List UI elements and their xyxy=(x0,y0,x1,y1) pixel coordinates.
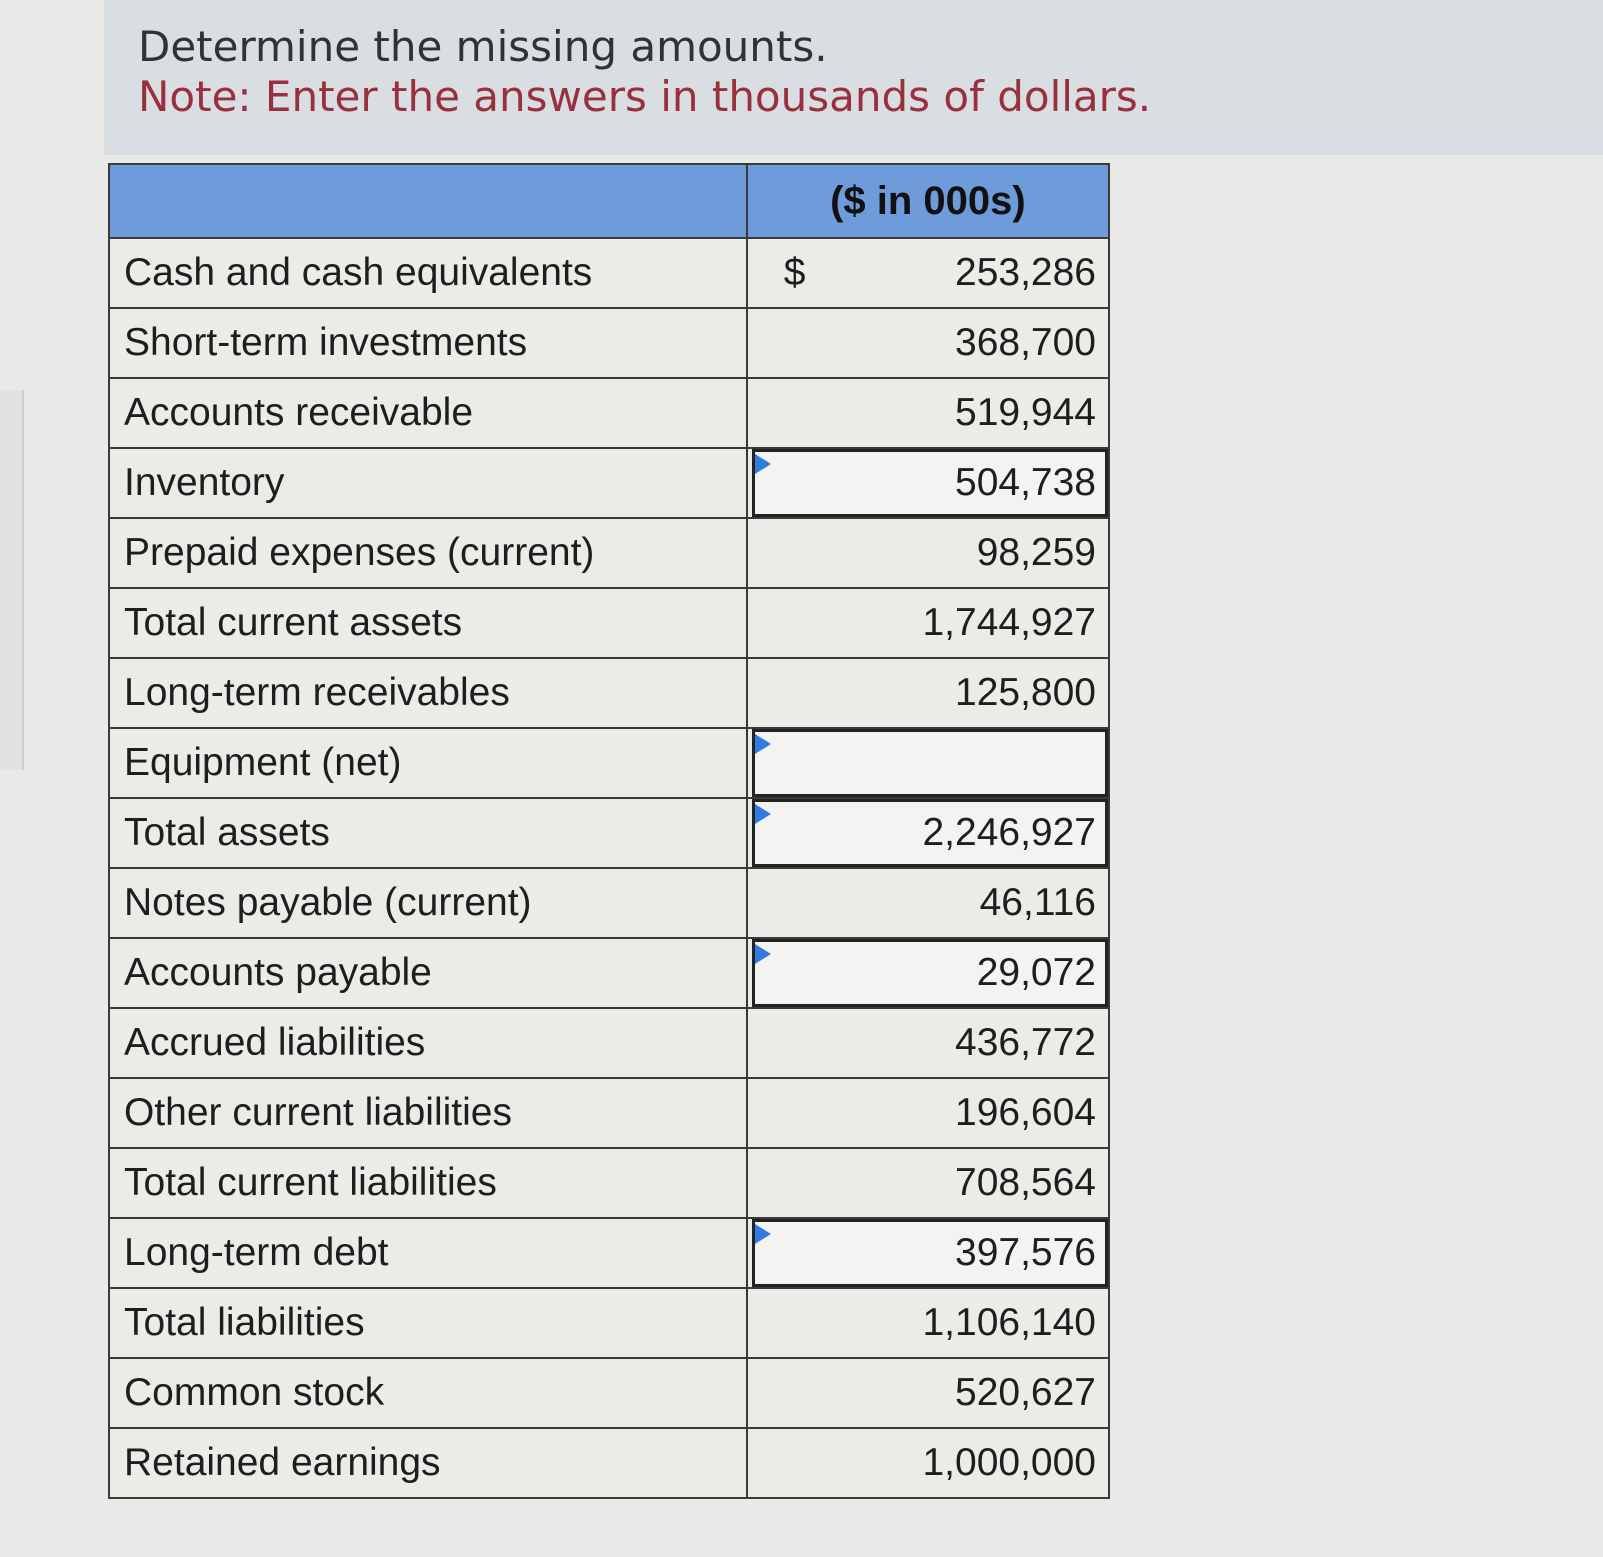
row-label: Cash and cash equivalents xyxy=(109,238,747,308)
amount-value: 708,564 xyxy=(955,1161,1096,1204)
table-row xyxy=(109,798,1109,868)
currency-symbol: $ xyxy=(783,251,806,294)
amount-value: 46,116 xyxy=(979,881,1096,924)
amount-value: 98,259 xyxy=(976,531,1096,574)
amount-value: 520,627 xyxy=(955,1371,1096,1414)
table-header-row xyxy=(109,164,1109,238)
amount-cell xyxy=(747,1288,1109,1358)
amount-cell xyxy=(747,588,1109,658)
amount-cell xyxy=(747,1008,1109,1078)
row-label: Accounts payable xyxy=(109,938,747,1008)
amount-input-cell[interactable] xyxy=(747,728,1109,798)
amount-cell xyxy=(747,868,1109,938)
table-body xyxy=(109,238,1109,1498)
amount-cell xyxy=(747,1078,1109,1148)
amount-value: 196,604 xyxy=(955,1091,1096,1134)
amount-input-cell[interactable] xyxy=(747,938,1109,1008)
balance-sheet-table xyxy=(108,163,1110,1499)
table-row xyxy=(109,238,1109,308)
table-row xyxy=(109,938,1109,1008)
amount-value: 125,800 xyxy=(955,671,1096,714)
amount-cell xyxy=(747,378,1109,448)
row-label: Long-term receivables xyxy=(109,658,747,728)
instruction-note: Note: Enter the answers in thousands of dollars. xyxy=(138,72,1152,121)
table-row xyxy=(109,1428,1109,1498)
table-row xyxy=(109,728,1109,798)
table-row xyxy=(109,378,1109,448)
row-label: Other current liabilities xyxy=(109,1078,747,1148)
row-label: Prepaid expenses (current) xyxy=(109,518,747,588)
amount-cell xyxy=(747,308,1109,378)
amount-cell xyxy=(747,518,1109,588)
input-flag-icon xyxy=(755,804,771,824)
table-row xyxy=(109,1288,1109,1358)
amount-input-cell[interactable] xyxy=(747,448,1109,518)
amount-cell xyxy=(747,1148,1109,1218)
row-label: Inventory xyxy=(109,448,747,518)
input-flag-icon xyxy=(755,454,771,474)
instruction-text: Determine the missing amounts. xyxy=(138,22,828,71)
table-row xyxy=(109,1078,1109,1148)
input-value[interactable]: 504,738 xyxy=(955,461,1096,504)
input-value[interactable]: 397,576 xyxy=(955,1231,1096,1274)
row-label: Short-term investments xyxy=(109,308,747,378)
input-value[interactable]: 29,072 xyxy=(976,951,1096,994)
row-label: Common stock xyxy=(109,1358,747,1428)
table-row xyxy=(109,308,1109,378)
input-flag-icon xyxy=(755,944,771,964)
amount-value: 368,700 xyxy=(955,321,1096,364)
amount-value: 519,944 xyxy=(955,391,1096,434)
row-label: Total current liabilities xyxy=(109,1148,747,1218)
input-flag-icon xyxy=(755,1224,771,1244)
answer-input-box[interactable] xyxy=(752,729,1108,797)
input-value[interactable]: 2,246,927 xyxy=(922,811,1096,854)
amount-value: 1,106,140 xyxy=(922,1301,1096,1344)
table-row xyxy=(109,518,1109,588)
row-label: Retained earnings xyxy=(109,1428,747,1498)
amount-value: 1,744,927 xyxy=(922,601,1096,644)
amount-input-cell[interactable] xyxy=(747,1218,1109,1288)
amount-cell xyxy=(747,1428,1109,1498)
table-row xyxy=(109,868,1109,938)
table-row xyxy=(109,658,1109,728)
instructions xyxy=(138,22,1151,122)
row-label: Total current assets xyxy=(109,588,747,658)
amount-cell xyxy=(747,238,1109,308)
table-row xyxy=(109,1358,1109,1428)
row-label: Accounts receivable xyxy=(109,378,747,448)
input-flag-icon xyxy=(755,734,771,754)
amount-input-cell[interactable] xyxy=(747,798,1109,868)
table-row xyxy=(109,448,1109,518)
table-row xyxy=(109,1008,1109,1078)
amount-value: 1,000,000 xyxy=(922,1441,1096,1484)
left-panel-edge xyxy=(0,390,24,770)
table-row xyxy=(109,1218,1109,1288)
row-label: Total assets xyxy=(109,798,747,868)
amount-cell xyxy=(747,658,1109,728)
row-label: Total liabilities xyxy=(109,1288,747,1358)
row-label: Accrued liabilities xyxy=(109,1008,747,1078)
header-amount-cell: ($ in 000s) xyxy=(747,164,1109,238)
header-label-cell xyxy=(109,164,747,238)
amount-cell xyxy=(747,1358,1109,1428)
row-label: Long-term debt xyxy=(109,1218,747,1288)
amount-value: 253,286 xyxy=(955,251,1096,294)
table-row xyxy=(109,1148,1109,1218)
row-label: Notes payable (current) xyxy=(109,868,747,938)
table-row xyxy=(109,588,1109,658)
row-label: Equipment (net) xyxy=(109,728,747,798)
amount-value: 436,772 xyxy=(955,1021,1096,1064)
